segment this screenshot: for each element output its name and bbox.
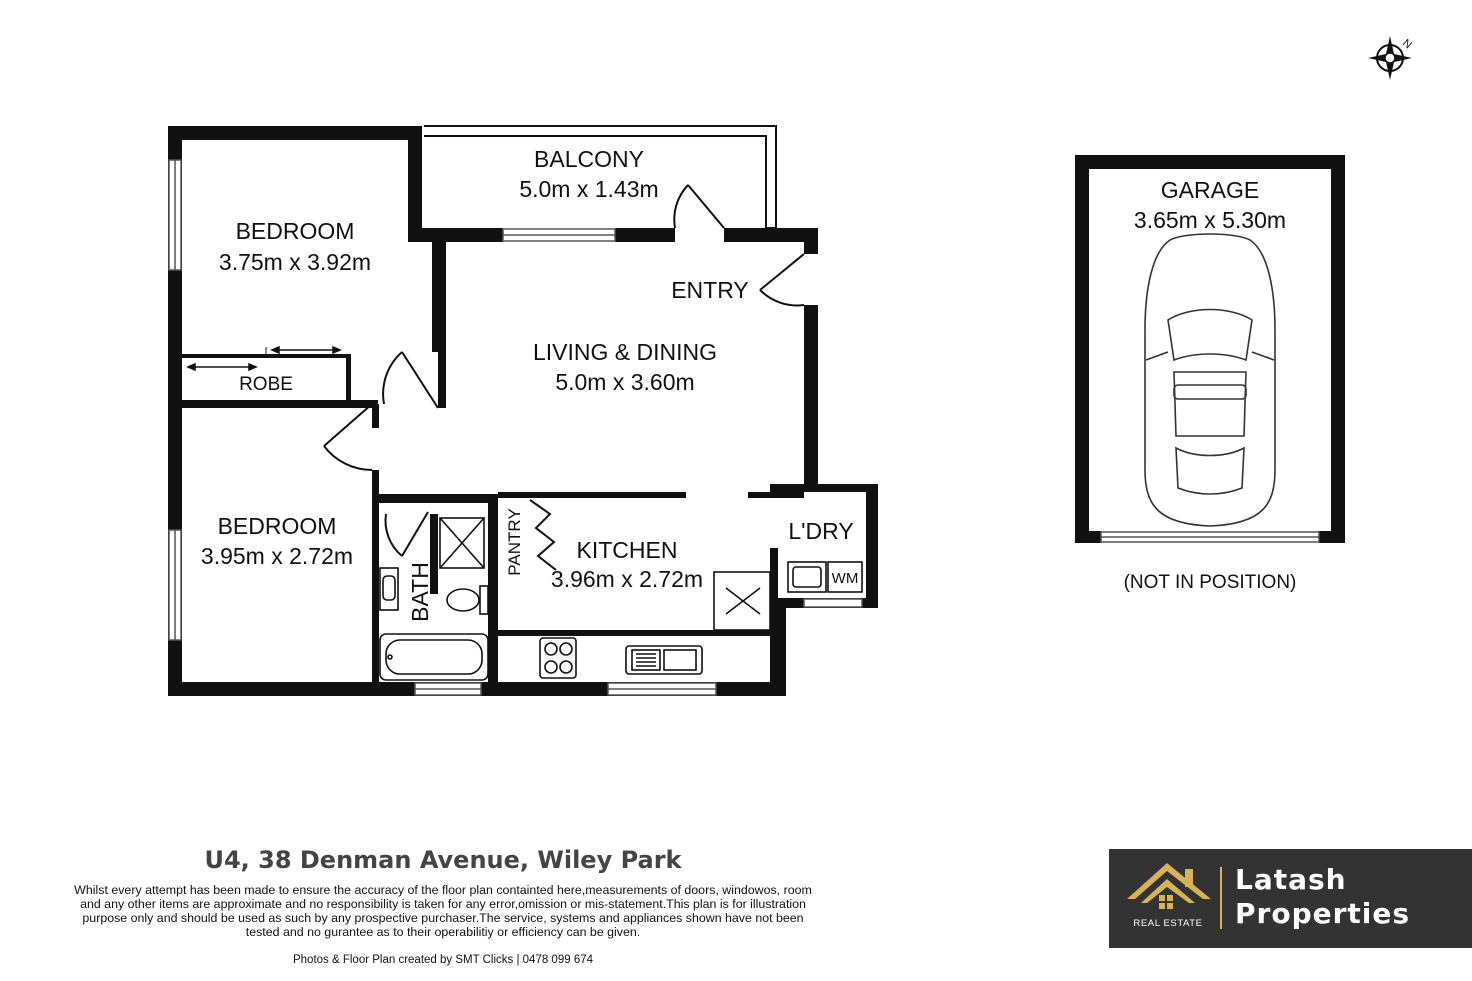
kitchen-name: KITCHEN bbox=[576, 537, 678, 563]
bedroom-1-size: 3.75m x 3.92m bbox=[218, 249, 372, 275]
disclaimer-line: tested and no gurantee as to their operabilitiy or efficiency can be given. bbox=[245, 925, 641, 939]
disclaimer bbox=[40, 883, 846, 939]
car-outline bbox=[1145, 234, 1275, 526]
compass-icon bbox=[1368, 36, 1414, 80]
photo-credit: Photos & Floor Plan created by SMT Clicks | 0478 099 674 bbox=[292, 954, 594, 966]
robe-slide-arrows bbox=[188, 347, 340, 370]
disclaimer-line: purpose only and should be used as such by any prospective purchaser.The service, systems and appliances shown have not been bbox=[82, 911, 804, 925]
bedroom-1-name: BEDROOM bbox=[235, 218, 355, 244]
bedroom-2-name: BEDROOM bbox=[217, 513, 337, 539]
balcony-name: BALCONY bbox=[534, 146, 644, 172]
laundry-label: L'DRY bbox=[788, 518, 854, 544]
room-labels bbox=[201, 146, 1296, 622]
robe-label: ROBE bbox=[239, 374, 293, 395]
disclaimer-line: and any other items are approximate and no responsibility is taken for any error,omission or mis-statement.This plan is for illustration bbox=[80, 897, 806, 911]
brand-name-line-1: Latash bbox=[1235, 863, 1347, 896]
wm-label: WM bbox=[831, 570, 859, 587]
garage-size: 3.65m x 5.30m bbox=[1133, 207, 1287, 233]
kitchen-size: 3.96m x 2.72m bbox=[550, 566, 704, 592]
property-address: U4, 38 Denman Avenue, Wiley Park bbox=[204, 846, 682, 874]
garage-name: GARAGE bbox=[1160, 177, 1260, 203]
living-name: LIVING & DINING bbox=[532, 339, 718, 365]
house-logo-icon bbox=[1119, 855, 1219, 925]
agency-logo bbox=[1109, 849, 1472, 948]
garage-note: (NOT IN POSITION) bbox=[1123, 572, 1297, 593]
entry-label: ENTRY bbox=[671, 277, 749, 303]
living-size: 5.0m x 3.60m bbox=[555, 369, 695, 395]
bath-label: BATH bbox=[407, 562, 433, 622]
logo-divider bbox=[1220, 867, 1222, 929]
logo-tagline: REAL ESTATE bbox=[1133, 918, 1203, 929]
pantry-label: PANTRY bbox=[505, 508, 524, 576]
compass-north-label: N bbox=[1400, 37, 1414, 52]
bedroom-2-size: 3.95m x 2.72m bbox=[200, 543, 354, 569]
brand-name-line-2: Properties bbox=[1235, 897, 1411, 930]
balcony-size: 5.0m x 1.43m bbox=[519, 176, 659, 202]
disclaimer-line: Whilst every attempt has been made to ensure the accuracy of the floor plan containted here,measurements of doors, windowos, room bbox=[74, 883, 812, 897]
